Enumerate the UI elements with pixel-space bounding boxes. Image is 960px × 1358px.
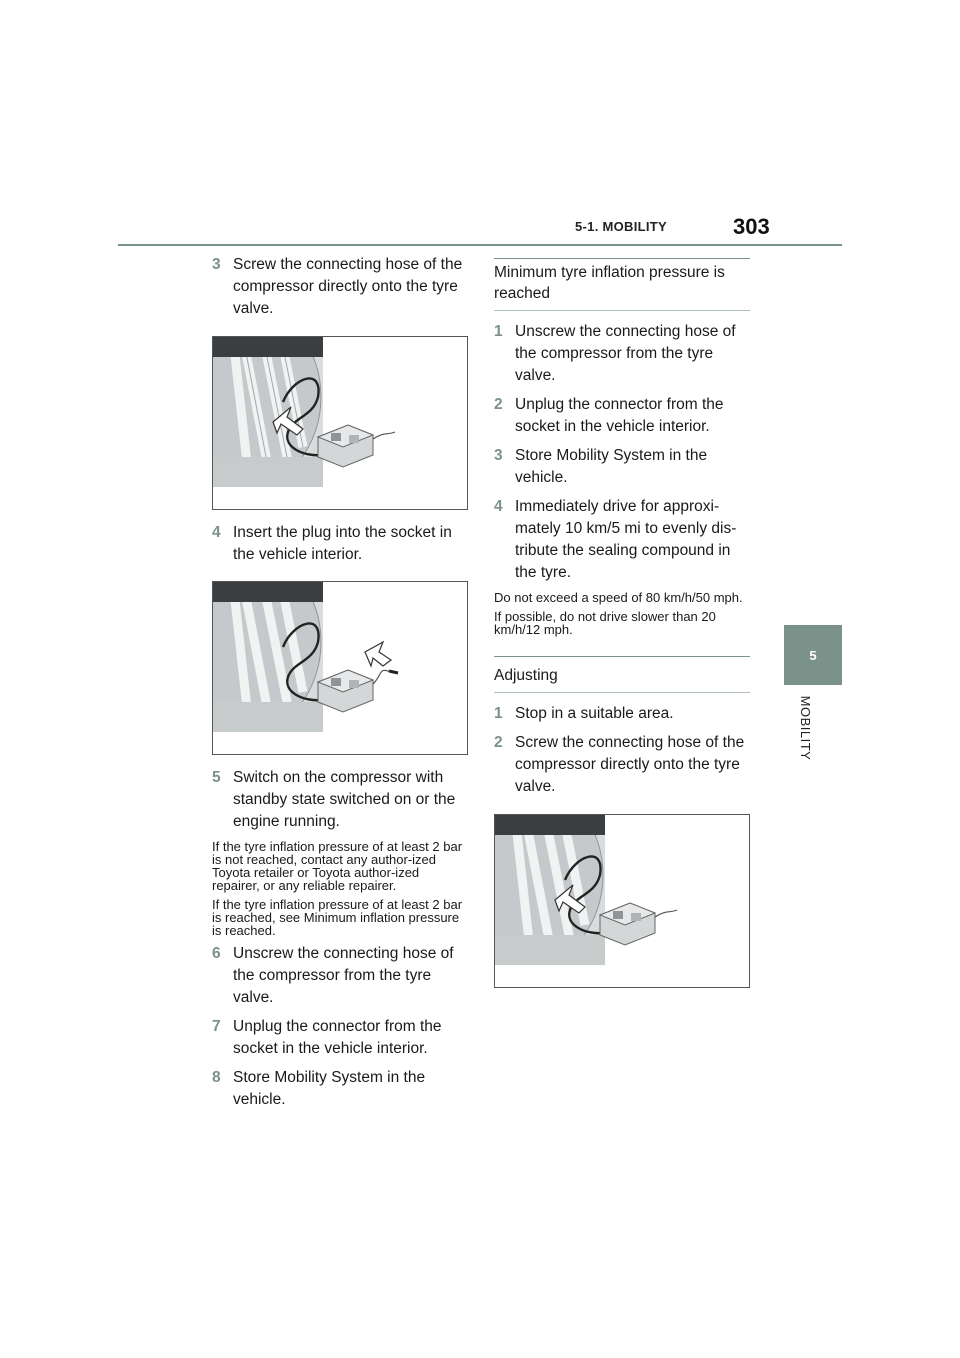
illustration-hose-on-valve: [212, 336, 468, 510]
step-text: Store Mobility System in the vehicle.: [515, 447, 708, 486]
step-item: [212, 1067, 470, 1111]
left-column: [212, 254, 470, 1118]
step-number: 1: [494, 705, 503, 722]
step-number: 6: [212, 945, 221, 962]
illustration-hose-on-valve-adjust: [494, 814, 750, 988]
step-item: [212, 943, 470, 1009]
right-column: [494, 258, 750, 988]
step-number: 3: [212, 256, 221, 273]
step-item: [212, 522, 470, 566]
step-number: 3: [494, 447, 503, 464]
note-text: Do not exceed a speed of 80 km/h/50 mph.: [494, 590, 743, 605]
step-number: 5: [212, 769, 221, 786]
note-text: If the tyre inflation pressure of at least 2 bar is not reached, contact any author-ized Toyota retailer or Toyota author-ized repairer, or any reliable repairer.: [212, 839, 463, 893]
compressor-hose-valve-illustration: [495, 815, 749, 987]
step-text: Unplug the connector from the socket in the vehicle interior.: [233, 1018, 442, 1057]
step-item: [494, 496, 750, 584]
step-text: Unplug the connector from the socket in the vehicle interior.: [515, 396, 724, 435]
compressor-box-icon: [318, 425, 373, 467]
step-text: Stop in a suitable area.: [515, 705, 674, 722]
step-number: 2: [494, 734, 503, 751]
illustration-plug-socket: [212, 581, 468, 755]
step-number: 4: [494, 498, 503, 515]
step-number: 2: [494, 396, 503, 413]
step-item: [494, 321, 750, 387]
step-number: 1: [494, 323, 503, 340]
step-item: [494, 394, 750, 438]
step-item: [494, 732, 750, 798]
step-text: Immediately drive for approxi-mately 10 km/5 mi to evenly dis-tribute the sealing compound in the tyre.: [515, 498, 737, 581]
note-text: If possible, do not drive slower than 20 km/h/12 mph.: [494, 609, 716, 637]
compressor-box-icon: [318, 670, 373, 712]
compressor-plug-illustration: [213, 582, 467, 754]
chapter-tab: [784, 625, 842, 685]
chapter-label: MOBILITY: [798, 695, 813, 761]
note-text: If the tyre inflation pressure of at least 2 bar is reached, see Minimum inflation pressure is reached.: [212, 897, 463, 938]
step-text: Unscrew the connecting hose of the compressor from the tyre valve.: [515, 323, 736, 384]
section-title: 5-1. MOBILITY: [575, 219, 668, 234]
step-number: 7: [212, 1018, 221, 1035]
section-heading: Minimum tyre inflation pressure is reached: [494, 258, 750, 311]
step-text: Store Mobility System in the vehicle.: [233, 1069, 426, 1108]
step-item: [212, 1016, 470, 1060]
step-item: [494, 445, 750, 489]
step-text: Insert the plug into the socket in the vehicle interior.: [233, 524, 452, 563]
step-item: [212, 767, 470, 833]
header-divider: [118, 244, 842, 246]
chapter-number: 5: [809, 647, 817, 663]
step-item: [212, 254, 470, 320]
step-text: Screw the connecting hose of the compressor directly onto the tyre valve.: [233, 256, 463, 317]
step-text: Screw the connecting hose of the compressor directly onto the tyre valve.: [515, 734, 745, 795]
step-number: 4: [212, 524, 221, 541]
step-text: Switch on the compressor with standby state switched on or the engine running.: [233, 769, 456, 830]
step-number: 8: [212, 1069, 221, 1086]
compressor-hose-valve-illustration: [213, 337, 467, 509]
section-heading: Adjusting: [494, 656, 750, 693]
compressor-box-icon: [600, 903, 655, 945]
step-item: [494, 703, 750, 725]
step-text: Unscrew the connecting hose of the compressor from the tyre valve.: [233, 945, 454, 1006]
page-number: 303: [733, 214, 770, 239]
